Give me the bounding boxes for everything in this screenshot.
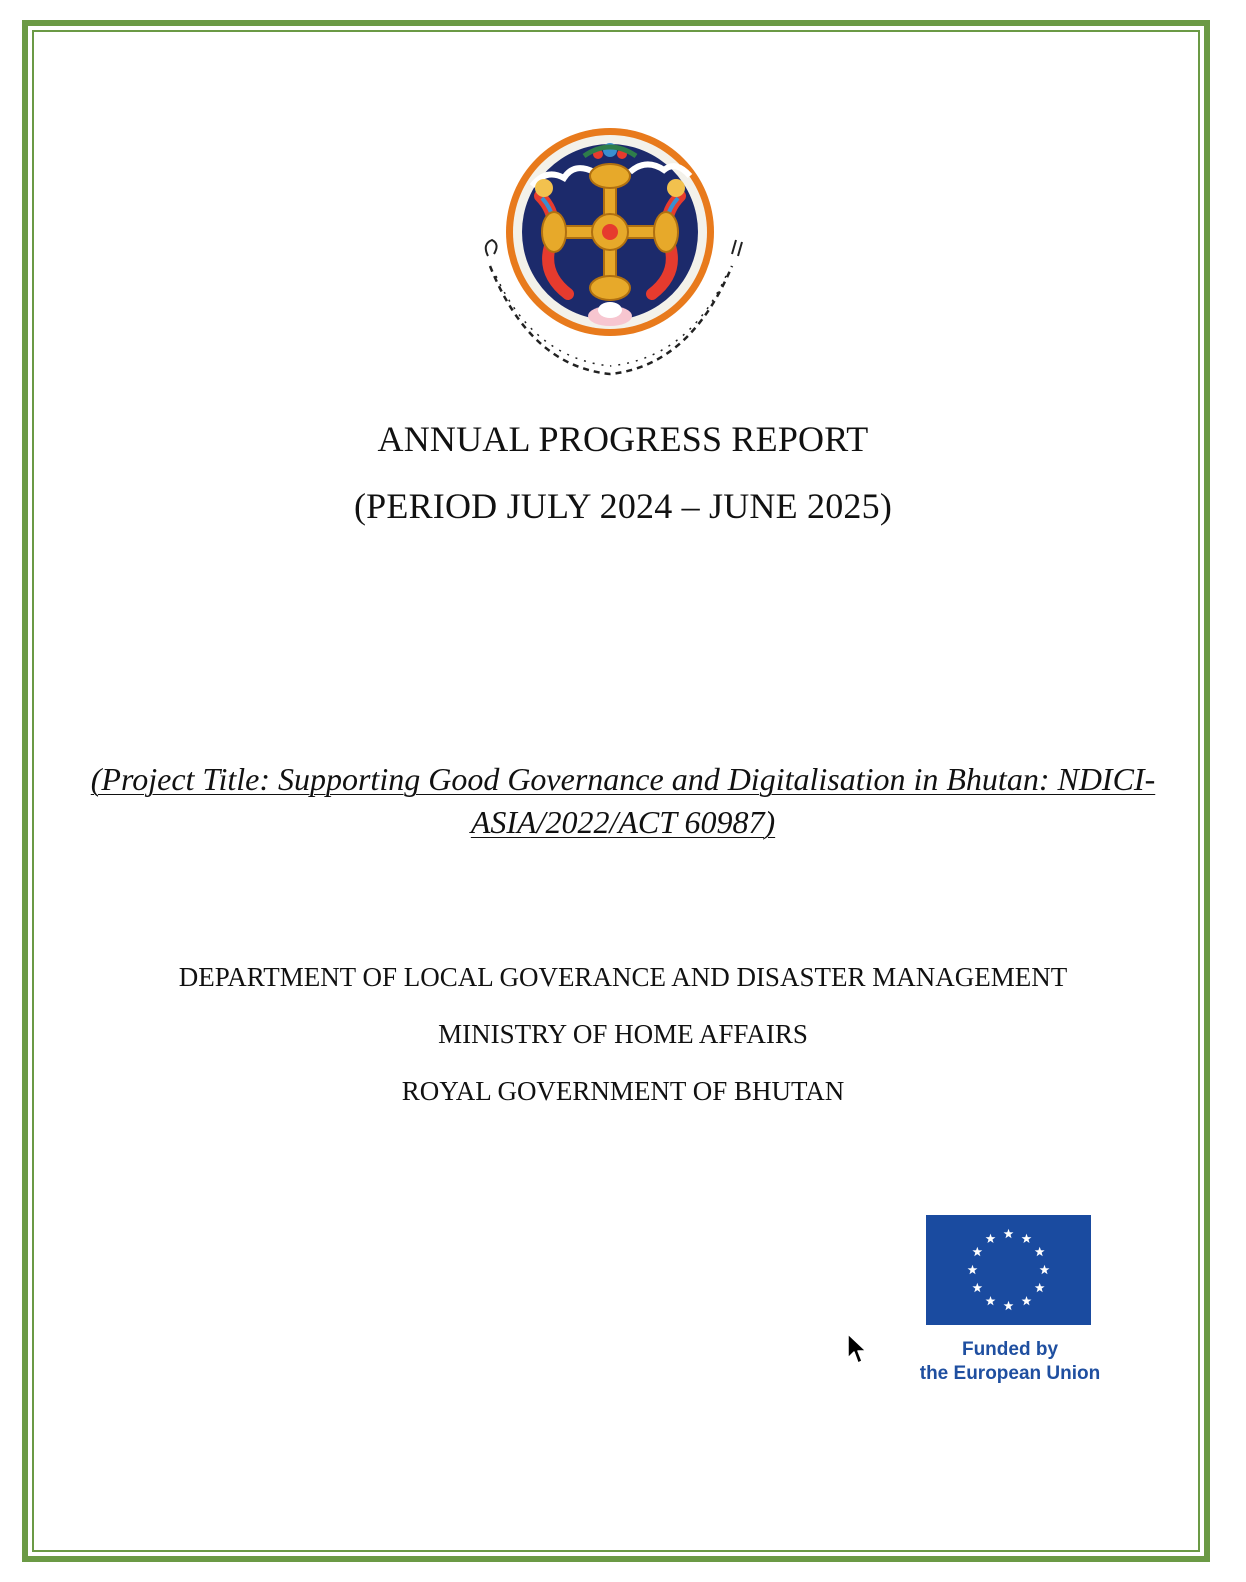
funded-by-line2: the European Union: [919, 1363, 1101, 1384]
report-title: ANNUAL PROGRESS REPORT: [377, 419, 869, 459]
org-department: DEPARTMENT OF LOCAL GOVERANCE AND DISASTER MANAGEMENT: [178, 962, 1068, 992]
funded-by-eu: [900, 1338, 1120, 1386]
funded-by-line1: Funded by: [961, 1339, 1059, 1360]
mouse-pointer-icon: [846, 1332, 868, 1366]
project-title-text: (Project Title: Supporting Good Governance and Digitalisation in Bhutan: NDICI-ASIA/2022/ACT 60987): [90, 761, 1156, 840]
report-period: (PERIOD JULY 2024 – JUNE 2025): [353, 486, 893, 526]
eu-flag-icon: [926, 1215, 1091, 1325]
project-title: [50, 758, 1196, 844]
org-ministry: MINISTRY OF HOME AFFAIRS: [438, 1019, 808, 1049]
org-government: ROYAL GOVERNMENT OF BHUTAN: [401, 1076, 845, 1106]
bhutan-national-emblem-icon: [470, 126, 760, 376]
